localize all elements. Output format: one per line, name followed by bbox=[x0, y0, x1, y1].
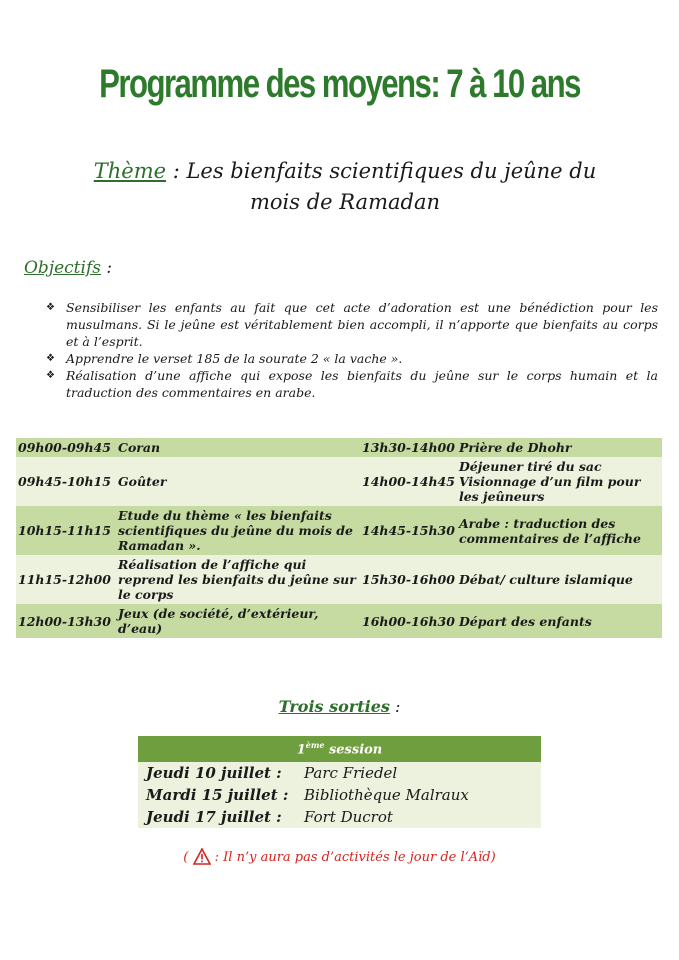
morning-activity: Réalisation de l’affiche qui reprend les bienfaits du jeûne sur le corps bbox=[116, 555, 360, 604]
diamond-bullet-icon: ❖ bbox=[46, 302, 55, 313]
morning-time: 09h45-10h15 bbox=[16, 457, 116, 506]
aid-note bbox=[0, 848, 679, 869]
afternoon-activity: Prière de Dhohr bbox=[457, 438, 662, 457]
outing-day: Mardi 15 juillet : bbox=[138, 784, 300, 806]
morning-time: 09h00-09h45 bbox=[16, 438, 116, 457]
afternoon-time: 14h00-14h45 bbox=[360, 457, 457, 506]
objective-text: Apprendre le verset 185 de la sourate 2 « la vache ». bbox=[66, 351, 403, 366]
session-number: 1 bbox=[296, 742, 306, 758]
objective-text: Sensibiliser les enfants au fait que cet acte d’adoration est une bénédiction pour les musulmans. Si le jeûne est véritablement bien accompli, il n’apporte que bienfaits au corps et à l’esprit. bbox=[66, 300, 658, 349]
session-word: session bbox=[324, 742, 383, 758]
objectives-list bbox=[44, 299, 658, 401]
schedule-row bbox=[16, 438, 662, 457]
outings-label: Trois sorties bbox=[278, 697, 390, 716]
outing-day: Jeudi 17 juillet : bbox=[138, 806, 300, 828]
outing-row bbox=[138, 784, 541, 806]
diamond-bullet-icon: ❖ bbox=[46, 370, 55, 381]
schedule-row bbox=[16, 457, 662, 506]
objective-item bbox=[44, 367, 658, 401]
outing-day: Jeudi 10 juillet : bbox=[138, 762, 300, 784]
outing-row bbox=[138, 806, 541, 828]
afternoon-time: 15h30-16h00 bbox=[360, 555, 457, 604]
schedule-row bbox=[16, 604, 662, 638]
session-header bbox=[138, 736, 541, 762]
afternoon-activity: Arabe : traduction des commentaires de l’affiche bbox=[457, 506, 662, 555]
theme-separator: : bbox=[166, 159, 187, 183]
morning-activity: Coran bbox=[116, 438, 360, 457]
morning-time: 12h00-13h30 bbox=[16, 604, 116, 638]
afternoon-time: 16h00-16h30 bbox=[360, 604, 457, 638]
morning-time: 11h15-12h00 bbox=[16, 555, 116, 604]
session-table bbox=[138, 736, 541, 828]
morning-activity: Jeux (de société, d’extérieur, d’eau) bbox=[116, 604, 360, 638]
morning-activity: Etude du thème « les bienfaits scientifiques du jeûne du mois de Ramadan ». bbox=[116, 506, 360, 555]
theme-text-line2: mois de Ramadan bbox=[249, 190, 440, 214]
note-open-paren: ( bbox=[183, 850, 193, 865]
page-title: Programme des moyens: 7 à 10 ans bbox=[99, 62, 580, 106]
theme-text-line1: Les bienfaits scientifiques du jeûne du bbox=[186, 159, 597, 183]
objective-item bbox=[44, 350, 658, 367]
objectives-label: Objectifs bbox=[24, 258, 101, 278]
afternoon-activity: Départ des enfants bbox=[457, 604, 662, 638]
session-ordinal: ème bbox=[305, 740, 325, 751]
session-header-row bbox=[138, 736, 541, 762]
morning-activity: Goûter bbox=[116, 457, 360, 506]
diamond-bullet-icon: ❖ bbox=[46, 353, 55, 364]
objectives-heading bbox=[24, 258, 112, 278]
afternoon-activity: Débat/ culture islamique bbox=[457, 555, 662, 604]
afternoon-time: 14h45-15h30 bbox=[360, 506, 457, 555]
theme-label: Thème bbox=[93, 159, 167, 183]
schedule-table bbox=[16, 438, 662, 638]
schedule-row bbox=[16, 506, 662, 555]
warning-icon bbox=[193, 848, 211, 869]
objectives-separator: : bbox=[100, 258, 113, 278]
objective-text: Réalisation d’une affiche qui expose les bienfaits du jeûne sur le corps humain et la traduction des commentaires en arabe. bbox=[66, 368, 658, 400]
outings-separator: : bbox=[389, 697, 401, 716]
outing-place: Parc Friedel bbox=[300, 762, 541, 784]
schedule-row bbox=[16, 555, 662, 604]
note-text: : Il n’y aura pas d’activités le jour de l’Aïd) bbox=[210, 850, 496, 865]
theme-block bbox=[40, 156, 650, 218]
outings-heading bbox=[0, 697, 679, 716]
objective-item bbox=[44, 299, 658, 350]
outing-place: Fort Ducrot bbox=[300, 806, 541, 828]
afternoon-activity: Déjeuner tiré du sac Visionnage d’un film pour les jeûneurs bbox=[457, 457, 662, 506]
afternoon-time: 13h30-14h00 bbox=[362, 440, 455, 455]
outing-place: Bibliothèque Malraux bbox=[300, 784, 541, 806]
morning-time: 10h15-11h15 bbox=[16, 506, 116, 555]
outing-row bbox=[138, 762, 541, 784]
